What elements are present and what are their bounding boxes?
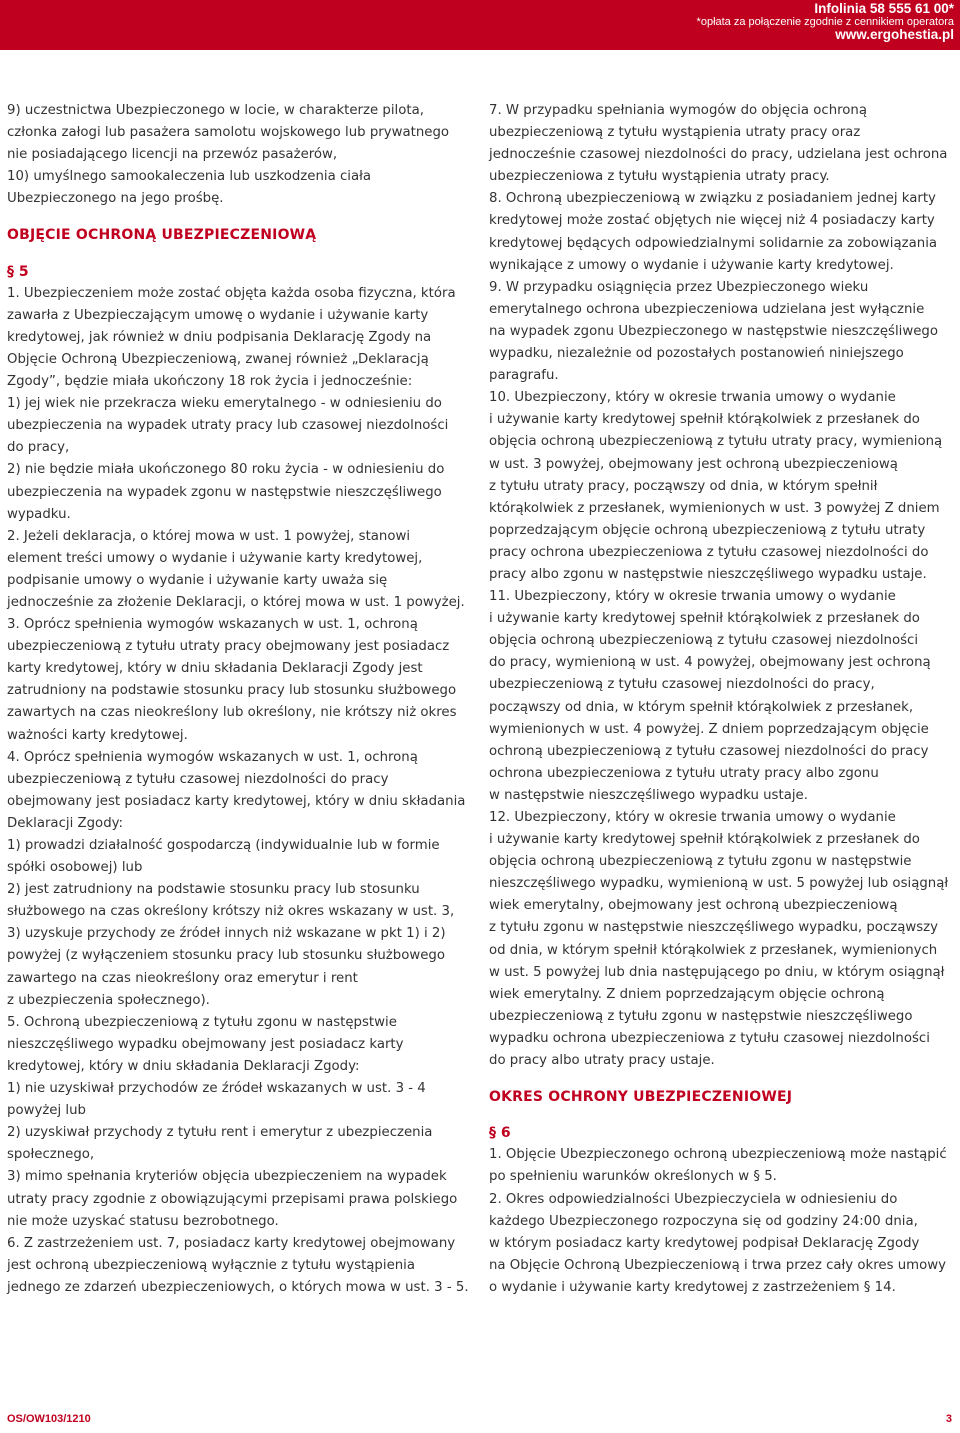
text-line: Ubezpieczonego na jego prośbę. [7,191,224,207]
text-line: do pracy, [7,440,70,456]
text-line: ubezpieczeniową z tytułu czasowej niezdolności do pracy, [489,677,875,693]
text-line: w ust. 5 powyżej lub dnia następującego po dniu, w którym osiągnął [489,964,945,980]
text-line: każdego Ubezpieczonego rozpoczyna się od godziny 24:00 dnia, [489,1213,918,1229]
text-line: objęcia ochroną ubezpieczeniową z tytułu zgonu w następstwie [489,854,912,870]
text-line: służbowego na czas określony krótszy niż okres wskazany w ust. 3, [7,904,455,920]
paragraph-number: § 5 [7,263,29,280]
text-line: i używanie karty kredytowej spełnił którąkolwiek z przesłanek do [489,412,920,428]
text-line: jednego ze zdarzeń ubezpieczeniowych, o których mowa w ust. 3 - 5. [7,1279,469,1295]
text-line: 12. Ubezpieczony, który w okresie trwania umowy o wydanie [489,810,896,825]
text-line: kredytowej będących odpowiedzialnymi solidarnie za zobowiązania [489,235,938,251]
paragraph-number: § 6 [489,1125,511,1142]
spacer [489,1072,955,1086]
text-line: ubezpieczeniową z tytułu wystąpienia utraty pracy oraz [489,125,861,141]
text-line: po spełnieniu warunków określonych w § 5. [489,1169,777,1185]
text-line: nie posiadającego licencji na przewóz pasażerów, [7,147,338,163]
text-line: kredytowej, jak również w dniu podpisania Deklarację Zgody na [7,329,432,345]
text-line: 1) prowadzi działalność gospodarczą (indywidualnie lub w formie [7,838,440,853]
text-line: Deklaracji Zgody: [7,815,124,831]
text-line: w którym posiadacz karty kredytowej podpisał Deklarację Zgody [489,1235,920,1251]
text-line: o wydanie i używanie karty kredytowej z zastrzeżeniem § 14. [489,1279,896,1295]
text-line: 2. Okres odpowiedzialności Ubezpieczyciela w odniesieniu do [489,1191,898,1207]
text-line: wypadku. [7,506,71,522]
section-heading: OBJĘCIE OCHRONĄ UBEZPIECZENIOWĄ [7,227,317,244]
website-link[interactable]: www.ergohestia.pl [835,27,954,42]
text-line: z ubezpieczenia społecznego). [7,992,210,1008]
text-line: 2) nie będzie miała ukończonego 80 roku życia - w odniesieniu do [7,462,445,478]
text-line: 10. Ubezpieczony, który w okresie trwania umowy o wydanie [489,390,896,406]
text-line: poprzedzającym objęcie ochroną ubezpieczeniową z tytułu utraty [489,522,926,538]
text-line: począwszy od dnia, w którym spełnił którąkolwiek z przesłanek, [489,699,914,715]
text-line: 3) mimo spełnania kryteriów objęcia ubezpieczeniem na wypadek [7,1169,447,1185]
text-line: z tytułu zgonu w następstwie nieszczęśliwego wypadku, począwszy [489,920,939,936]
text-line: objęcia ochroną ubezpieczeniową z tytułu utraty pracy, wymienioną [489,434,943,450]
text-line: 2. Jeżeli deklaracja, o której mowa w ust. 1 powyżej, stanowi [7,528,411,544]
text-line: wymienionych w ust. 4 powyżej. Z dniem poprzedzającym objęcie [489,721,929,737]
document-code: OS/OW103/1210 [7,1413,91,1425]
text-line: pracy ochrona ubezpieczeniowa z tytułu czasowej niezdolności do [489,544,929,560]
text-line: 2) jest zatrudniony na podstawie stosunku pracy lub stosunku [7,882,420,898]
text-line: w następstwie nieszczęśliwego wypadku ustaje. [489,787,808,803]
text-line: jednocześnie czasowej niezdolności do pracy, udzielana jest ochrona [489,147,948,163]
spacer [489,1108,955,1122]
text-line: paragrafu. [489,368,559,384]
text-line: ubezpieczenia na wypadek utraty pracy lub czasowej niezdolności [7,418,449,434]
text-line: od dnia, w którym spełnił którąkolwiek z przesłanek, wymienionych [489,942,938,958]
text-line: jednocześnie za złożenie Deklaracji, o której mowa w ust. 1 powyżej. [7,594,465,610]
text-line: 5. Ochroną ubezpieczeniową z tytułu zgonu w następstwie [7,1014,397,1030]
text-line: wypadku ochrona ubezpieczeniowa z tytułu czasowej niezdolności [489,1030,930,1046]
text-line: pracy albo zgonu w następstwie nieszczęśliwego wypadku ustaje. [489,566,927,582]
text-line: do pracy, wymienioną w ust. 4 powyżej, obejmowany jest ochroną [489,655,931,671]
text-line: element treści umowy o wydanie i używanie karty kredytowej, [7,550,423,566]
text-line: Zgody”, będzie miała ukończony 18 rok życia i jednocześnie: [7,374,413,390]
text-line: 3) uzyskuje przychody ze źródeł innych niż wskazane w pkt 1) i 2) [7,926,446,942]
text-line: wypadku, niezależnie od pozostałych postanowień niniejszego [489,346,904,362]
text-line: Objęcie Ochroną Ubezpieczeniową, zwanej również „Deklaracją [7,351,429,367]
text-line: 8. Ochroną ubezpieczeniową w związku z posiadaniem jednej karty [489,191,936,207]
text-line: ochroną ubezpieczeniową z tytułu czasowej niezdolności do pracy [489,743,929,759]
text-line: 6. Z zastrzeżeniem ust. 7, posiadacz karty kredytowej obejmowany [7,1235,456,1251]
text-line: i używanie karty kredytowej spełnił którąkolwiek z przesłanek do [489,832,920,848]
text-line: utraty pracy zgodnie z obowiązującymi przepisami prawa polskiego [7,1191,458,1207]
text-line: wiek emerytalny, obejmowany jest ochroną ubezpieczeniową [489,898,898,914]
text-line: z tytułu utraty pracy, począwszy od dnia, w którym spełnił [489,478,878,494]
text-line: 9) uczestnictwa Ubezpieczonego w locie, w charakterze pilota, [7,103,424,118]
text-line: społecznego, [7,1147,95,1163]
text-line: ochrona ubezpieczeniowa z tytułu utraty pracy albo zgonu [489,765,879,781]
text-line: na wypadek zgonu Ubezpieczonego w następstwie nieszczęśliwego [489,323,938,339]
text-line: 10) umyślnego samookaleczenia lub uszkodzenia ciała [7,169,372,185]
text-line: zatrudniony na podstawie stosunku pracy lub stosunku służbowego [7,683,457,699]
text-line: ubezpieczeniową z tytułu czasowej niezdolności do pracy [7,771,389,787]
text-line: 1. Ubezpieczeniem może zostać objęta każda osoba fizyczna, która [7,285,456,301]
hotline-note: *opłata za połączenie zgodnie z cennikiem operatora [696,16,954,28]
text-line: 1. Objęcie Ubezpieczonego ochroną ubezpieczeniową może nastąpić [489,1147,947,1163]
text-line: podpisanie umowy o wydanie i używanie karty uważa się [7,572,388,588]
text-line: nieszczęśliwego wypadku, wymienioną w ust. 5 powyżej lub osiągnął [489,876,949,892]
top-banner [0,0,960,50]
text-line: ubezpieczeniową z tytułu utraty pracy obejmowany jest posiadacz [7,639,450,655]
text-line: zawartego na czas nieokreślony oraz emerytur i rent [7,970,358,986]
text-line: nieszczęśliwego wypadku obejmowany jest posiadacz karty [7,1036,404,1052]
text-line: emerytalnego ochrona ubezpieczeniowa udzielana jest wyłącznie [489,301,925,317]
section-heading: OKRES OCHRONY UBEZPIECZENIOWEJ [489,1089,793,1106]
text-line: wiek emerytalny. Z dniem poprzedzającym objęcie ochroną [489,986,885,1002]
text-line: którąkolwiek z przesłanek, wymienionych w ust. 3 powyżej Z dniem [489,500,940,516]
text-line: karty kredytowej, który w dniu składania Deklaracji Zgody jest [7,661,423,677]
text-line: spółki osobowej) lub [7,860,143,876]
text-line: wynikające z umowy o wydanie i używanie karty kredytowej. [489,257,894,273]
text-line: w ust. 3 powyżej, obejmowany jest ochroną ubezpieczeniową [489,456,898,472]
text-line: ważności karty kredytowej. [7,727,188,743]
text-line: 1) nie uzyskiwał przychodów ze źródeł wskazanych w ust. 3 - 4 [7,1081,426,1097]
text-line: ubezpieczeniową z tytułu zgonu w następstwie nieszczęśliwego [489,1008,913,1024]
text-line: ubezpieczenia na wypadek zgonu w następstwie nieszczęśliwego [7,484,442,500]
right-column [489,100,955,1299]
text-line: i używanie karty kredytowej spełnił którąkolwiek z przesłanek do [489,611,920,627]
text-line: kredytowej może zostać objętych nie więcej niż 4 posiadaczy karty [489,213,935,229]
page-number: 3 [945,1413,952,1425]
text-line: 2) uzyskiwał przychody z tytułu rent i emerytur z ubezpieczenia [7,1125,433,1141]
text-line: kredytowej, który w dniu składania Deklaracji Zgody: [7,1058,360,1074]
text-line: 3. Oprócz spełnienia wymogów wskazanych w ust. 1, ochroną [7,617,418,633]
text-line: na Objęcie Ochroną Ubezpieczeniową i trwa przez cały okres umowy [489,1257,947,1273]
text-line: powyżej (z wyłączeniem stosunku pracy lub stosunku służbowego [7,948,445,964]
text-line: ubezpieczeniowa z tytułu wystąpienia utraty pracy. [489,169,830,185]
text-line: 7. W przypadku spełniania wymogów do objęcia ochroną [489,103,868,118]
spacer [7,210,477,224]
text-line: 11. Ubezpieczony, który w okresie trwania umowy o wydanie [489,589,896,605]
text-line: do pracy albo utraty pracy ustaje. [489,1053,715,1069]
text-line: powyżej lub [7,1103,86,1119]
text-line: 1) jej wiek nie przekracza wieku emerytalnego - w odniesieniu do [7,396,442,412]
text-line: objęcia ochroną ubezpieczeniową z tytułu czasowej niezdolności [489,633,919,649]
hotline-phone: Infolinia 58 555 61 00* [814,1,954,16]
left-column [7,100,477,1299]
text-line: zawartych na czas nieokreślony lub określony, nie krótszy niż okres [7,705,457,721]
text-line: obejmowany jest posiadacz karty kredytowej, który w dniu składania [7,793,466,809]
spacer [7,247,477,261]
text-line: jest ochroną ubezpieczeniową wyłącznie z tytułu wystąpienia [7,1257,416,1273]
text-line: 9. W przypadku osiągnięcia przez Ubezpieczonego wieku [489,279,869,295]
text-line: członka załogi lub pasażera samolotu wojskowego lub prywatnego [7,125,450,141]
text-line: 4. Oprócz spełnienia wymogów wskazanych w ust. 1, ochroną [7,749,418,765]
text-line: zawarła z Ubezpieczającym umowę o wydanie i używanie karty [7,307,429,323]
text-line: nie może uzyskać statusu bezrobotnego. [7,1213,279,1229]
